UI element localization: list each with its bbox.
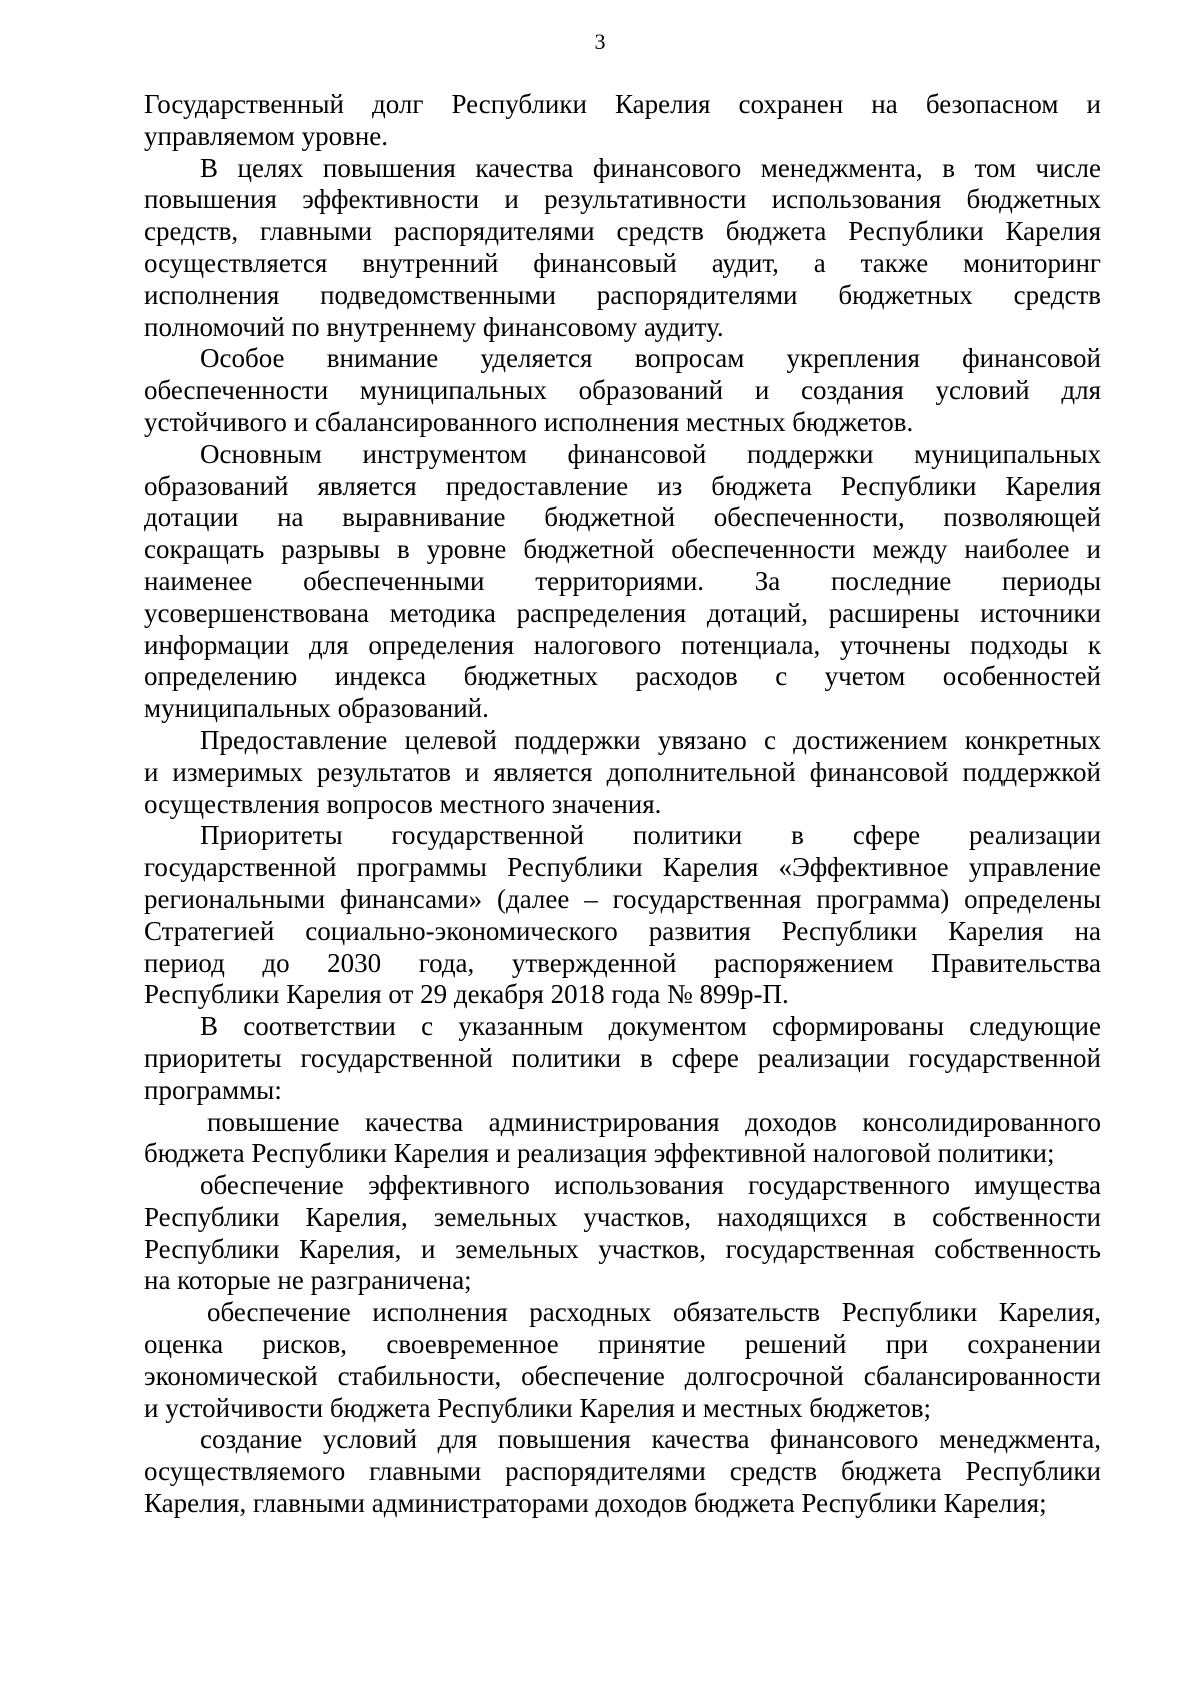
text-line: информации для определения налогового потенциала, уточнены подходы к: [144, 629, 1101, 660]
text-line: управляемом уровне.: [144, 120, 389, 151]
text-line: повышение качества администрирования доходов консолидированного: [207, 1106, 1101, 1137]
text-line: устойчивого и сбалансированного исполнения местных бюджетов.: [144, 406, 914, 437]
text-line: и измеримых результатов и является дополнительной финансовой поддержкой: [144, 756, 1101, 787]
text-line: Стратегией социально-экономического развития Республики Карелия на: [144, 915, 1101, 946]
text-line: дотации на выравнивание бюджетной обеспеченности, позволяющей: [144, 502, 1101, 533]
text-line: осуществляется внутренний финансовый аудит, а также мониторинг: [144, 247, 1101, 278]
text-line: на которые не разграничена;: [144, 1265, 472, 1296]
text-line: Предоставление целевой поддержки увязано с достижением конкретных: [200, 724, 1101, 755]
text-line: средств, главными распорядителями средств бюджета Республики Карелия: [144, 216, 1101, 247]
paragraph: [144, 1424, 1101, 1519]
text-line: повышения эффективности и результативности использования бюджетных: [144, 184, 1101, 215]
text-line: Особое внимание уделяется вопросам укрепления финансовой: [200, 343, 1101, 374]
text-line: определению индекса бюджетных расходов с учетом особенностей: [144, 661, 1101, 692]
document-body: [144, 89, 1101, 1520]
text-line: Республики Карелия, земельных участков, находящихся в собственности: [144, 1201, 1101, 1232]
text-line: Республики Карелия, и земельных участков, государственная собственность: [144, 1233, 1101, 1264]
text-line: оценка рисков, своевременное принятие решений при сохранении: [144, 1329, 1101, 1360]
text-line: обеспеченности муниципальных образований и создания условий для: [144, 375, 1101, 406]
text-line: осуществляемого главными распорядителями средств бюджета Республики: [144, 1456, 1101, 1487]
paragraph: [144, 153, 1101, 344]
paragraph: [144, 343, 1101, 438]
text-line: государственной программы Республики Карелия «Эффективное управление: [144, 852, 1101, 883]
text-line: Приоритеты государственной политики в сфере реализации: [200, 820, 1101, 851]
text-line: В соответствии с указанным документом сформированы следующие: [200, 1011, 1101, 1042]
text-line: В целях повышения качества финансового менеджмента, в том числе: [200, 152, 1101, 183]
text-line: сокращать разрывы в уровне бюджетной обеспеченности между наиболее и: [144, 534, 1101, 565]
text-line: усовершенствована методика распределения дотаций, расширены источники: [144, 597, 1101, 628]
text-line: Республики Карелия от 29 декабря 2018 года № 899р-П.: [144, 979, 789, 1010]
text-line: приоритеты государственной политики в сфере реализации государственной: [144, 1042, 1101, 1073]
paragraph: [144, 439, 1101, 725]
text-line: Карелия, главными администраторами доходов бюджета Республики Карелия;: [144, 1488, 1047, 1519]
paragraph: [144, 89, 1101, 153]
paragraph: [144, 1170, 1101, 1297]
paragraph: [144, 725, 1101, 820]
paragraph: [144, 1011, 1101, 1106]
text-line: создание условий для повышения качества финансового менеджмента,: [200, 1424, 1101, 1455]
text-line: Государственный долг Республики Карелия сохранен на безопасном и: [144, 89, 1101, 119]
text-line: региональными финансами» (далее – государственная программа) определены: [144, 883, 1101, 914]
text-line: наименее обеспеченными территориями. За последние периоды: [144, 565, 1101, 596]
text-line: программы:: [144, 1074, 282, 1105]
text-line: осуществления вопросов местного значения.: [144, 788, 662, 819]
paragraph: [144, 820, 1101, 1011]
text-line: муниципальных образований.: [144, 693, 489, 724]
page-number: 3: [594, 29, 606, 54]
paragraph: [144, 1297, 1101, 1424]
text-line: образований является предоставление из бюджета Республики Карелия: [144, 470, 1101, 501]
text-line: исполнения подведомственными распорядителями бюджетных средств: [144, 279, 1101, 310]
text-line: полномочий по внутреннему финансовому аудиту.: [144, 311, 724, 342]
text-line: обеспечение исполнения расходных обязательств Республики Карелия,: [207, 1297, 1101, 1328]
text-line: период до 2030 года, утвержденной распоряжением Правительства: [144, 947, 1101, 978]
text-line: экономической стабильности, обеспечение долгосрочной сбалансированности: [144, 1360, 1101, 1391]
text-line: Основным инструментом финансовой поддержки муниципальных: [200, 438, 1101, 469]
text-line: и устойчивости бюджета Республики Карелия и местных бюджетов;: [144, 1392, 931, 1423]
paragraph: [144, 1107, 1101, 1171]
text-line: обеспечение эффективного использования государственного имущества: [200, 1170, 1101, 1201]
text-line: бюджета Республики Карелия и реализация эффективной налоговой политики;: [144, 1138, 1055, 1169]
